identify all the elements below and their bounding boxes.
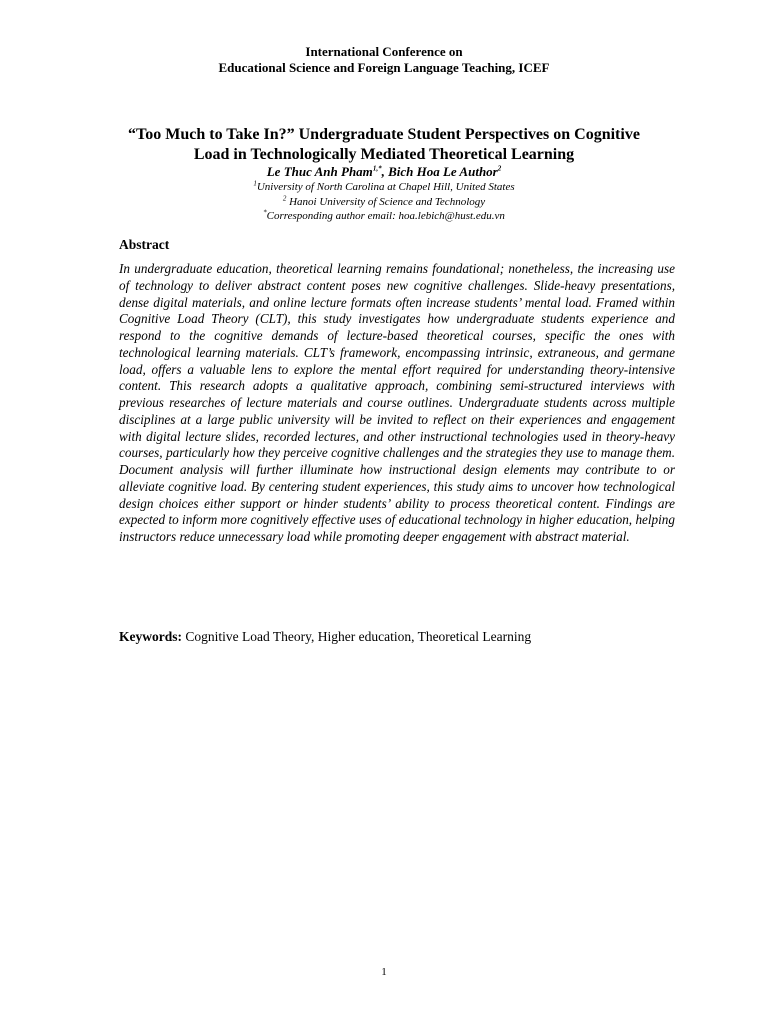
abstract-heading: Abstract — [119, 237, 170, 252]
paper-title-line-1: “Too Much to Take In?” Undergraduate Student Perspectives on Cognitive — [128, 126, 640, 143]
author-list — [0, 164, 768, 180]
corresponding-author-email: Corresponding author email: hoa.lebich@hust.edu.vn — [266, 210, 505, 222]
author-affiliation-marker: 1,* — [372, 164, 382, 173]
author-affiliation-marker: 2 — [497, 164, 502, 173]
keywords-text: Cognitive Load Theory, Higher education, Theoretical Learning — [182, 629, 532, 644]
affiliation-marker: * — [263, 208, 267, 217]
affiliation-line — [0, 209, 768, 224]
author-separator: , — [381, 164, 389, 179]
keywords-label: Keywords: — [119, 629, 182, 644]
affiliation-marker: 2 — [282, 193, 287, 202]
abstract-text: In undergraduate education, theoretical learning remains foundational; nonetheless, the increasing use of technology to deliver abstract content poses new cognitive challenges. Slide-heavy presentations, dense digital materials, and online lecture formats often increase students’ mental load. Framed within Cognitive Load Theory (CLT), this study investigates how undergraduate students experience and respond to the cognitive demands of lecture-based theoretical courses, specific the ones with technological learning materials. CLT’s framework, encompassing intrinsic, extraneous, and germane load, offers a valuable lens to explore the mental effort required for understanding theory-intensive content. This research adopts a qualitative approach, combining semi-structured interviews with previous researches of lecture materials and course outlines. Undergraduate students across multiple disciplines at a large public university will be invited to reflect on their experiences and engagement with digital lecture slides, recorded lectures, and other instructional technologies used in theory-heavy courses, particularly how they perceive cognitive challenges and the strategies they use to manage them. Document analysis will further illuminate how instructional design elements may contribute to or alleviate cognitive load. By centering student experiences, this study aims to uncover how technological design choices either support or hinder students’ ability to process theoretical content. Findings are expected to inform more cognitively effective uses of educational technology in higher education, helping instructors reduce unnecessary load while promoting deeper engagement with abstract material. — [119, 261, 675, 544]
affiliation-text: Hanoi University of Science and Technology — [286, 195, 486, 208]
keywords-line — [119, 629, 679, 645]
conference-header — [0, 44, 768, 76]
affiliation-line — [0, 180, 768, 195]
affiliation-line — [0, 195, 768, 210]
conference-line-1: International Conference on — [305, 44, 463, 59]
affiliation-list — [0, 180, 768, 224]
author-name: Bich Hoa Le Author — [388, 164, 498, 179]
conference-line-2: Educational Science and Foreign Language Teaching, ICEF — [218, 60, 550, 75]
page-number: 1 — [381, 966, 387, 978]
affiliation-text: University of North Carolina at Chapel Hill, United States — [256, 181, 515, 193]
author-name: Le Thuc Anh Pham — [266, 164, 373, 179]
paper-title — [60, 125, 708, 165]
paper-title-line-2: Load in Technologically Mediated Theoretical Learning — [193, 146, 575, 163]
affiliation-marker: 1 — [253, 179, 257, 188]
